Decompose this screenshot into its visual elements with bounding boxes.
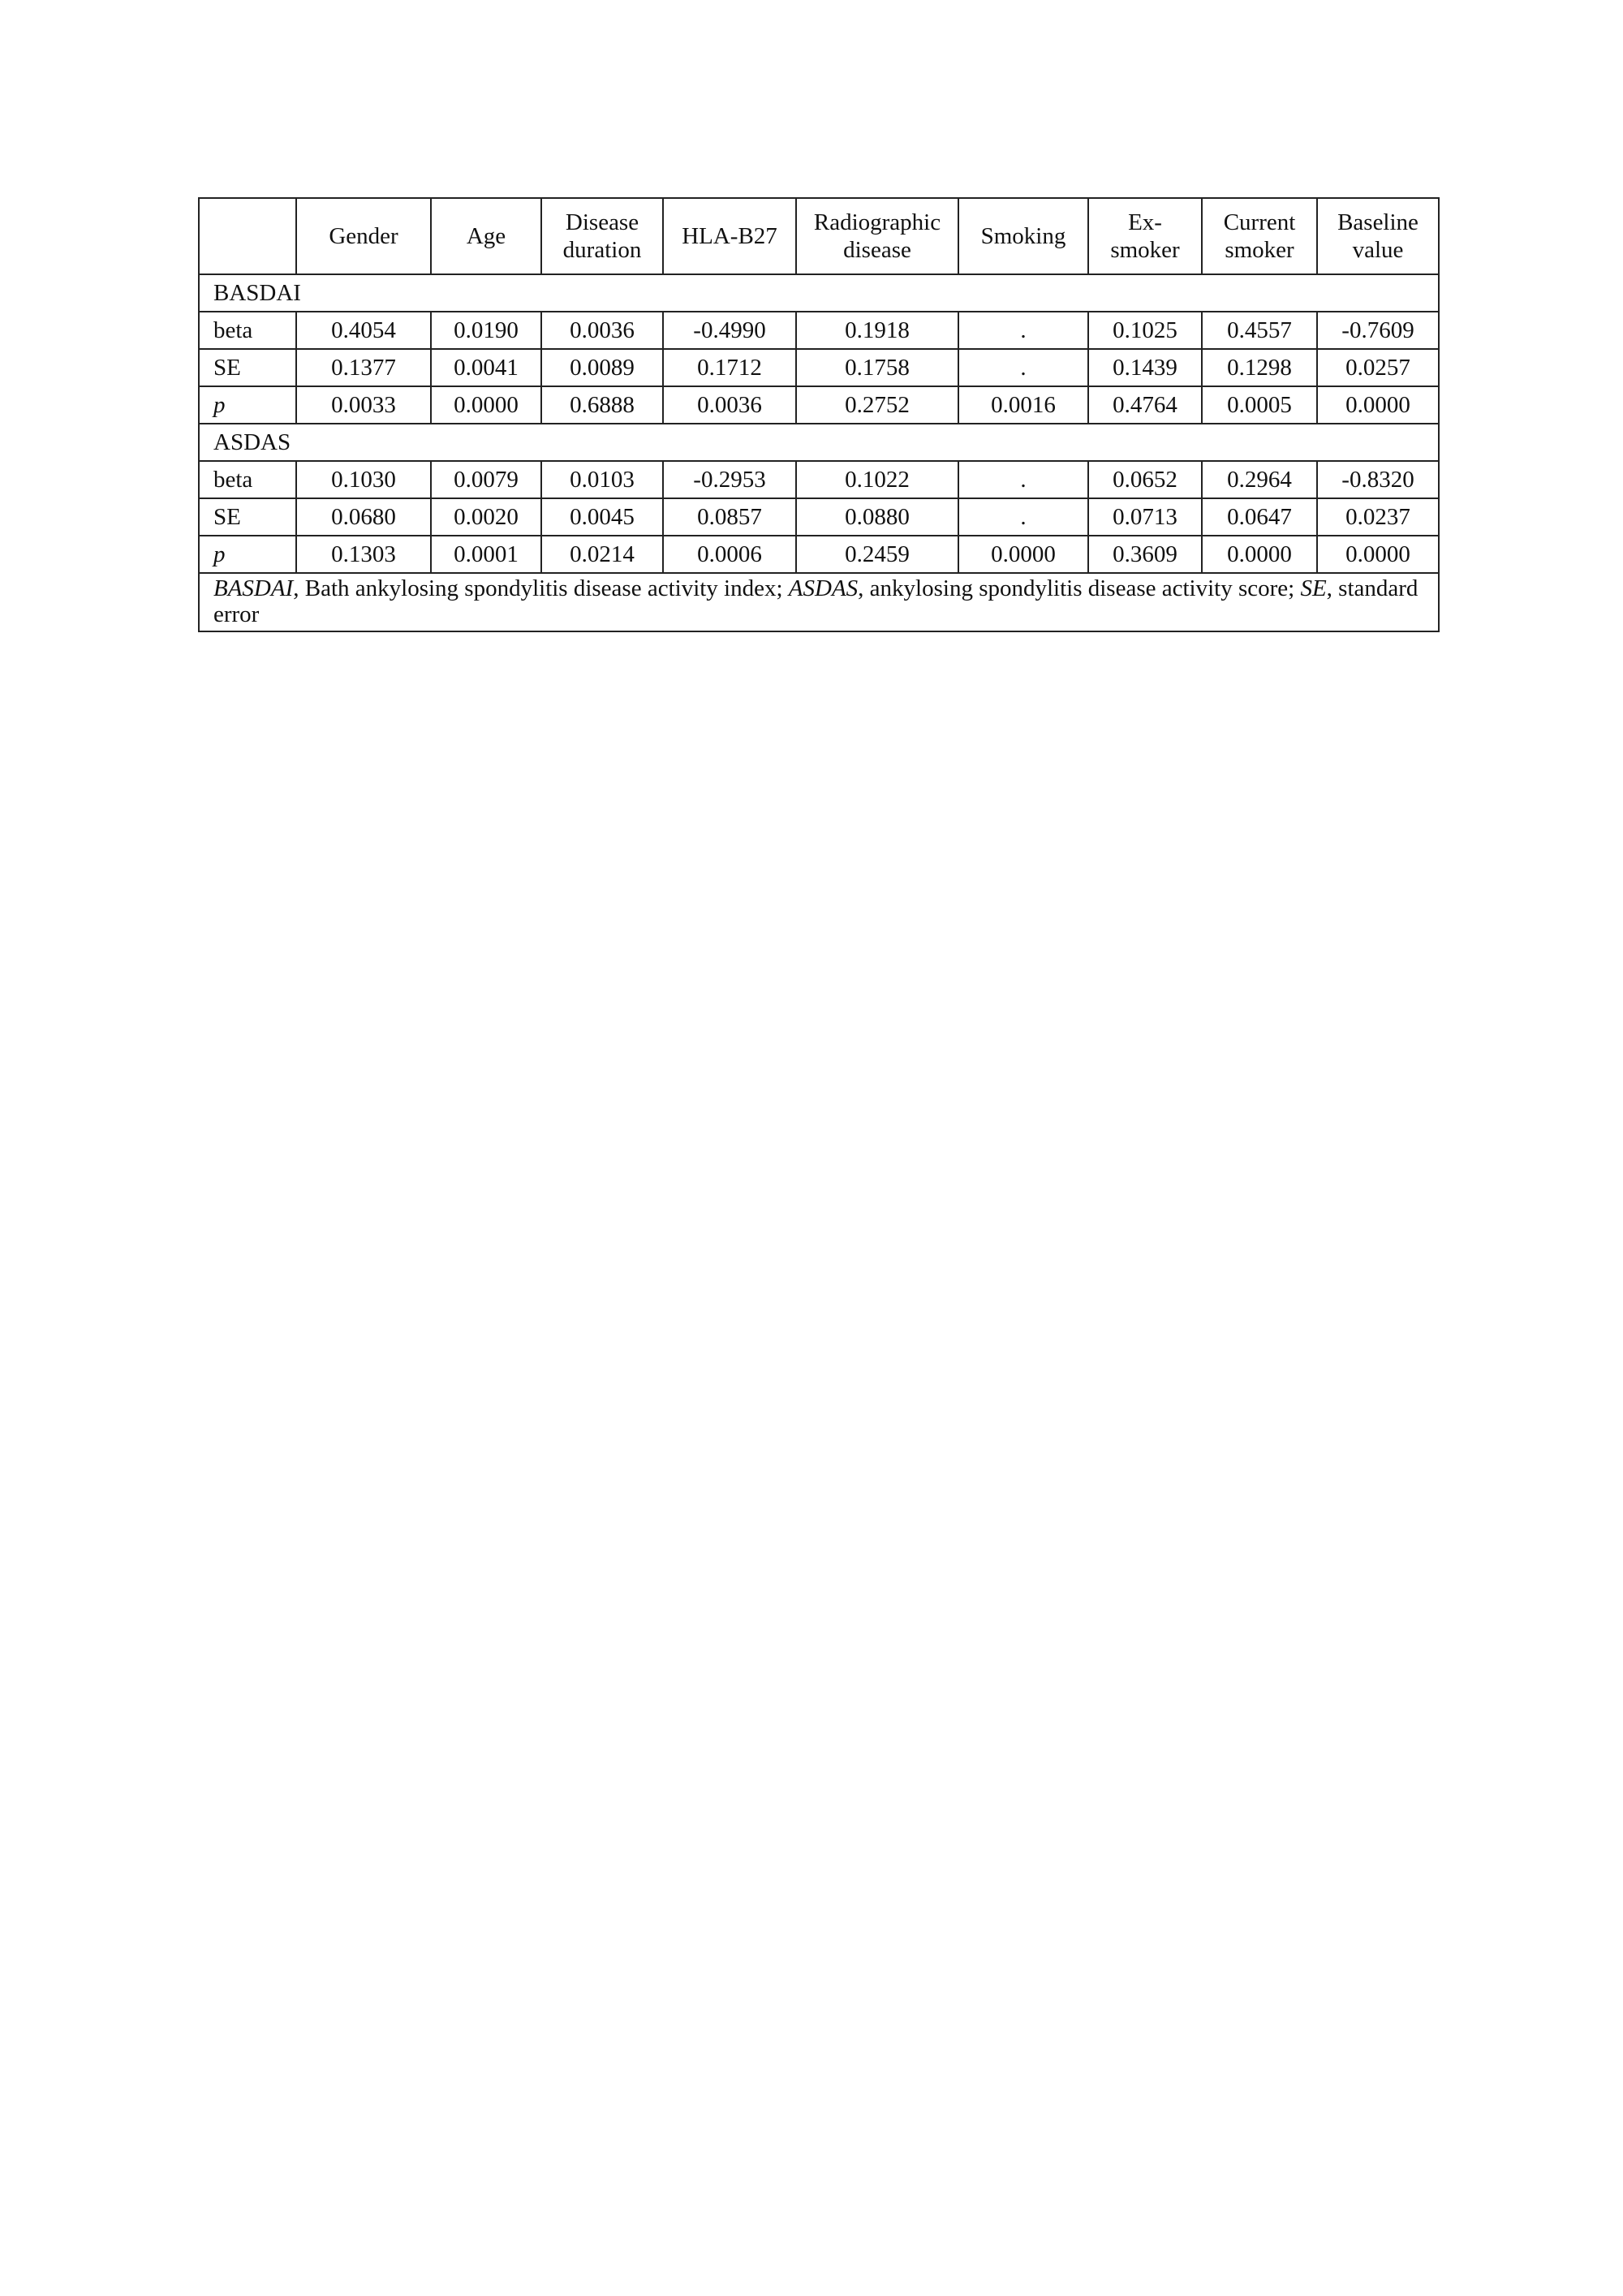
table-footnote-row xyxy=(199,573,1439,631)
section-title: ASDAS xyxy=(199,424,1439,461)
table-cell: . xyxy=(958,461,1088,498)
table-cell: . xyxy=(958,498,1088,536)
table-cell: 0.1030 xyxy=(296,461,431,498)
table-cell: 0.2964 xyxy=(1202,461,1317,498)
row-label: SE xyxy=(199,498,296,536)
table-cell: 0.1298 xyxy=(1202,349,1317,386)
footnote-abbreviation: ASDAS xyxy=(788,575,859,601)
regression-results-table xyxy=(198,197,1440,632)
table-row xyxy=(199,386,1439,424)
row-label: SE xyxy=(199,349,296,386)
table-cell: -0.2953 xyxy=(663,461,796,498)
table-cell: 0.1758 xyxy=(796,349,958,386)
table-cell: 0.1025 xyxy=(1088,312,1202,349)
table-cell: -0.4990 xyxy=(663,312,796,349)
table-cell: . xyxy=(958,349,1088,386)
column-header xyxy=(199,198,296,274)
table-cell: 0.0045 xyxy=(541,498,663,536)
table-cell: 0.3609 xyxy=(1088,536,1202,573)
section-title: BASDAI xyxy=(199,274,1439,312)
table-cell: 0.0190 xyxy=(431,312,541,349)
table-cell: 0.0680 xyxy=(296,498,431,536)
table-row xyxy=(199,498,1439,536)
row-label: p xyxy=(199,386,296,424)
table-body xyxy=(199,274,1439,573)
table-cell: 0.4054 xyxy=(296,312,431,349)
table-header-row xyxy=(199,198,1439,274)
table-cell: 0.0647 xyxy=(1202,498,1317,536)
column-header: Radiographic disease xyxy=(796,198,958,274)
table-cell: 0.0033 xyxy=(296,386,431,424)
row-label: p xyxy=(199,536,296,573)
table-cell: 0.2752 xyxy=(796,386,958,424)
footnote-definition: , Bath ankylosing spondylitis disease activity index; xyxy=(293,575,789,601)
footnote-abbreviation: SE xyxy=(1300,575,1327,601)
table-cell: 0.0089 xyxy=(541,349,663,386)
table-cell: 0.0000 xyxy=(431,386,541,424)
table-cell: 0.2459 xyxy=(796,536,958,573)
table-cell: 0.0103 xyxy=(541,461,663,498)
table-cell: 0.0000 xyxy=(1317,536,1439,573)
table-row xyxy=(199,536,1439,573)
table-cell: 0.0237 xyxy=(1317,498,1439,536)
column-header: Age xyxy=(431,198,541,274)
table-cell: 0.0020 xyxy=(431,498,541,536)
column-header: HLA-B27 xyxy=(663,198,796,274)
table-cell: 0.0036 xyxy=(541,312,663,349)
table-cell: 0.0036 xyxy=(663,386,796,424)
footnote-definition: , standard error xyxy=(213,575,1419,627)
table-cell: 0.1022 xyxy=(796,461,958,498)
row-label: beta xyxy=(199,461,296,498)
table-cell: 0.4764 xyxy=(1088,386,1202,424)
footnote-abbreviation: BASDAI xyxy=(213,575,294,601)
row-label: beta xyxy=(199,312,296,349)
column-header: Current smoker xyxy=(1202,198,1317,274)
table-row xyxy=(199,349,1439,386)
table-row xyxy=(199,312,1439,349)
section-header-row xyxy=(199,424,1439,461)
table-cell: 0.0000 xyxy=(1317,386,1439,424)
table-cell: 0.1712 xyxy=(663,349,796,386)
table-cell: . xyxy=(958,312,1088,349)
table-cell: 0.0005 xyxy=(1202,386,1317,424)
table-cell: 0.0880 xyxy=(796,498,958,536)
table-cell: 0.6888 xyxy=(541,386,663,424)
table-cell: 0.4557 xyxy=(1202,312,1317,349)
table-cell: 0.0000 xyxy=(1202,536,1317,573)
table-row xyxy=(199,461,1439,498)
table-cell: 0.0001 xyxy=(431,536,541,573)
table-cell: 0.0214 xyxy=(541,536,663,573)
column-header: Baseline value xyxy=(1317,198,1439,274)
column-header: Smoking xyxy=(958,198,1088,274)
table-cell: 0.1377 xyxy=(296,349,431,386)
column-header: Disease duration xyxy=(541,198,663,274)
table-cell: 0.0041 xyxy=(431,349,541,386)
table-cell: 0.0006 xyxy=(663,536,796,573)
column-header: Gender xyxy=(296,198,431,274)
table-cell: 0.0000 xyxy=(958,536,1088,573)
table-cell: 0.1918 xyxy=(796,312,958,349)
table-cell: -0.8320 xyxy=(1317,461,1439,498)
table-cell: -0.7609 xyxy=(1317,312,1439,349)
table-cell: 0.1303 xyxy=(296,536,431,573)
table-cell: 0.0652 xyxy=(1088,461,1202,498)
table-cell: 0.1439 xyxy=(1088,349,1202,386)
footnote-definition: , ankylosing spondylitis disease activity score; xyxy=(858,575,1301,601)
table-cell: 0.0857 xyxy=(663,498,796,536)
table-footnote xyxy=(199,573,1439,631)
section-header-row xyxy=(199,274,1439,312)
table-cell: 0.0079 xyxy=(431,461,541,498)
table-cell: 0.0257 xyxy=(1317,349,1439,386)
table-cell: 0.0016 xyxy=(958,386,1088,424)
table-cell: 0.0713 xyxy=(1088,498,1202,536)
column-header: Ex- smoker xyxy=(1088,198,1202,274)
